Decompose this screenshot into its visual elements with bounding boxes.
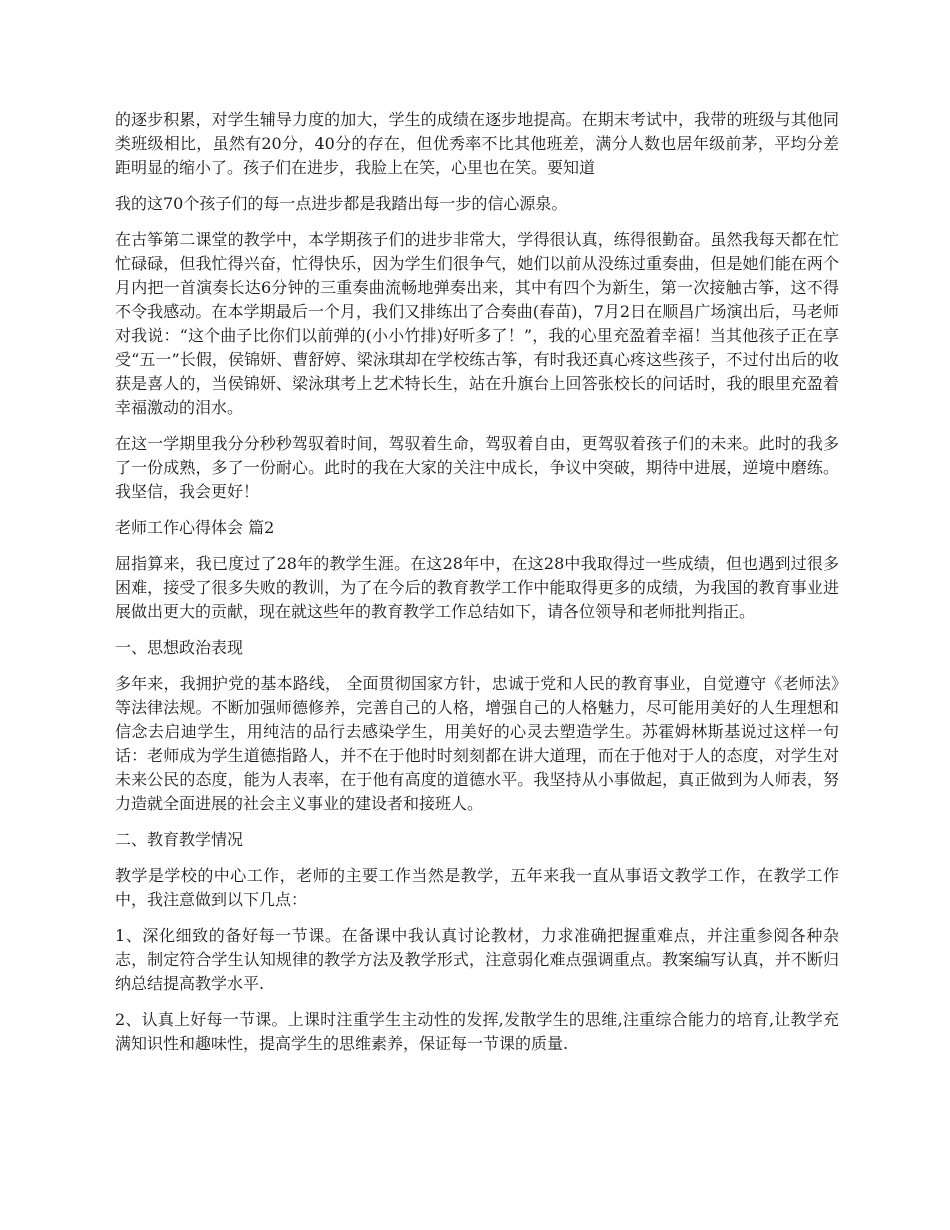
paragraph-6: 多年来，我拥护党的基本路线， 全面贯彻国家方针，忠诚于党和人民的教育事业，自觉遵守《老师法》等法律法规。不断加强师德修养，完善自己的人格，增强自己的人格魅力，尽可能用美好的人生理想和信念去启迪学生，用纯洁的品行去感染学生，用美好的心灵去塑造学生。苏霍姆林斯基说过这样一句话：老师成为学生道德指路人，并不在于他时时刻刻都在讲大道理，而在于他对于人的态度，对学生对未来公民的态度，能为人表率，在于他有高度的道德水平。我坚持从小事做起，真正做到为人师表，努力造就全面进展的社会主义事业的建设者和接班人。 [115,674,839,813]
paragraph-7: 教学是学校的中心工作，老师的主要工作当然是教学，五年来我一直从事语文教学工作，在教学工作中，我注意做到以下几点： [115,866,839,909]
section-heading-1: 一、思想政治表现 [115,638,244,657]
paragraph-5: 屈指算来，我已度过了28年的教学生涯。在这28年中，在这28中我取得过一些成绩，但也遇到过很多困难，接受了很多失败的教训，为了在今后的教育教学工作中能取得更多的成绩，为我国的教育事业进展做出更大的贡献，现在就这些年的教育教学工作总结如下，请各位领导和老师批判指正。 [115,554,839,621]
paragraph-2: 我的这70个孩子们的每一点进步都是我踏出每一步的信心源泉。 [115,194,568,213]
paragraph-9: 2、认真上好每一节课。上课时注重学生主动性的发挥,发散学生的思维,注重综合能力的培育,让教学充满知识性和趣味性，提高学生的思维素养，保证每一节课的质量. [115,1010,839,1053]
section-title: 老师工作心得体会 篇2 [115,518,275,537]
paragraph-1: 的逐步积累，对学生辅导力度的加大，学生的成绩在逐步地提高。在期末考试中，我带的班级与其他同类班级相比，虽然有20分，40分的存在，但优秀率不比其他班差，满分人数也居年级前茅，平均分差距明显的缩小了。孩子们在进步，我脸上在笑，心里也在笑。要知道 [115,110,839,177]
document-page [115,108,839,1068]
paragraph-8: 1、深化细致的备好每一节课。在备课中我认真讨论教材，力求准确把握重难点，并注重参阅各种杂志，制定符合学生认知规律的教学方法及教学形式，注意弱化难点强调重点。教案编写认真，并不断归纳总结提高教学水平. [115,926,839,993]
section-heading-2: 二、教育教学情况 [115,830,244,849]
paragraph-4: 在这一学期里我分分秒秒驾驭着时间，驾驭着生命，驾驭着自由，更驾驭着孩子们的未来。此时的我多了一份成熟，多了一份耐心。此时的我在大家的关注中成长，争议中突破，期待中进展，逆境中磨练。我坚信，我会更好！ [115,434,839,501]
paragraph-3: 在古筝第二课堂的教学中，本学期孩子们的进步非常大，学得很认真，练得很勤奋。虽然我每天都在忙忙碌碌，但我忙得兴奋，忙得快乐，因为学生们很争气，她们以前从没练过重奏曲，但是她们能在两个月内把一首演奏长达6分钟的三重奏曲流畅地弹奏出来，其中有四个为新生，第一次接触古筝，这不得不令我感动。在本学期最后一个月，我们又排练出了合奏曲(春苗)，7月2日在顺昌广场演出后，马老师对我说：“这个曲子比你们以前弹的(小小竹排)好听多了！”，我的心里充盈着幸福！当其他孩子正在享受“五一”长假，侯锦妍、曹舒婷、梁泳琪却在学校练古筝，有时我还真心疼这些孩子，不过付出后的收获是喜人的，当侯锦妍、梁泳琪考上艺术特长生，站在升旗台上回答张校长的问话时，我的眼里充盈着幸福激动的泪水。 [115,230,839,417]
